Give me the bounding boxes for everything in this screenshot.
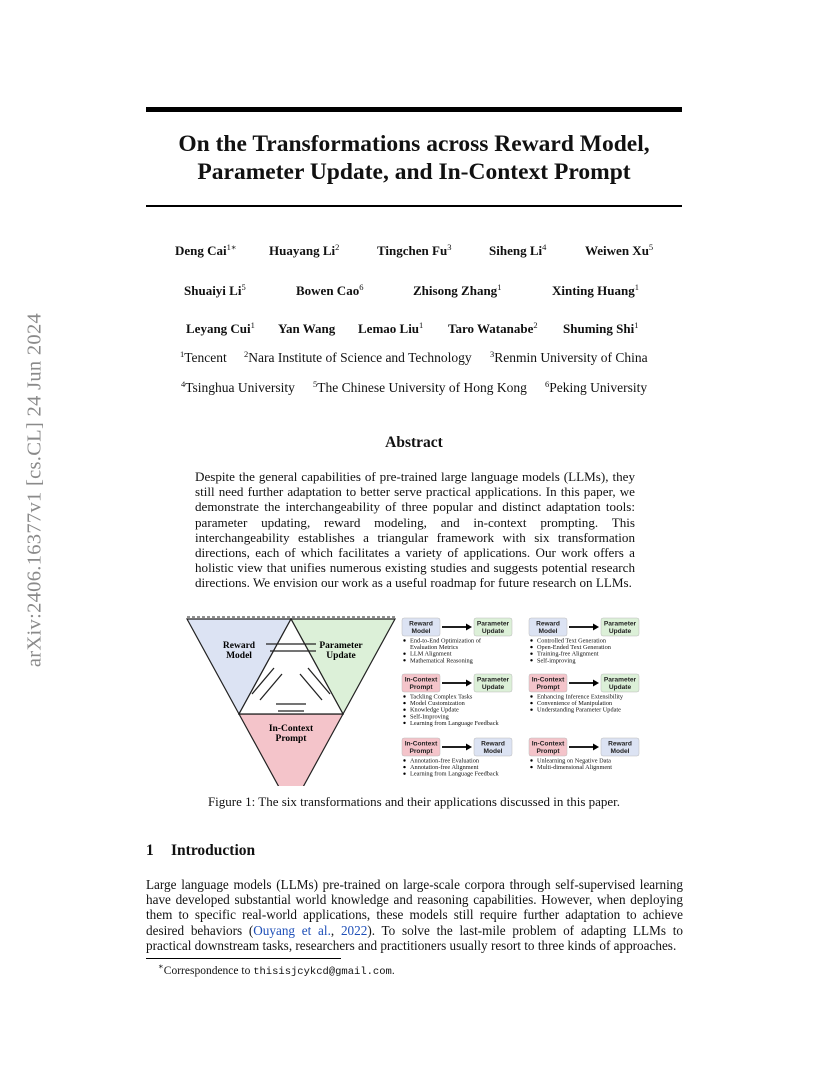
panel-arrowhead xyxy=(466,624,472,631)
panel-box-label: In-Context xyxy=(531,676,565,684)
panel-application-item: Open-Ended Text Generation xyxy=(537,644,611,652)
abstract-heading: Abstract xyxy=(385,434,443,451)
panel-arrowhead xyxy=(593,680,599,687)
panel-application-item: Self-Improving xyxy=(410,713,449,721)
panel-application-item: End-to-End Optimization of xyxy=(410,637,481,645)
tri-label-param: Parameter xyxy=(319,641,363,651)
author: Bowen Cao$^6$ xyxy=(296,282,364,298)
author: Siheng Li$^4$ xyxy=(489,242,547,258)
panel-box-label: Update xyxy=(481,628,505,635)
panel-bullet xyxy=(403,695,405,697)
tri-label-reward: Model xyxy=(226,651,252,661)
panel-box-label: Update xyxy=(481,684,505,691)
panel-box-label: Model xyxy=(411,628,431,635)
panel-box-label: Reward xyxy=(409,620,433,628)
figure-caption: Figure 1: The six transformations and their applications discussed in this paper. xyxy=(207,794,621,809)
panel-box-label: Parameter xyxy=(603,620,637,628)
panel-bullet xyxy=(403,659,405,661)
application-panels xyxy=(402,618,639,778)
panel-arrowhead xyxy=(593,624,599,631)
intro-paragraph: Large language models (LLMs) pre-trained on large-scale corpora through self-supervised learning have developed substantial world knowledge and reasoning capabilities. However, when deploying them to specific real-world applications, these models still require further adaptation to achieve desired behaviors (Ouyang et al., 2022). To solve the last-mile problem of adapting LLMs to practical downstream tasks, researchers and practitioners usually resort to three kinds of approaches. xyxy=(146,877,683,953)
footnote-rule xyxy=(146,958,341,959)
panel-box-label: Model xyxy=(538,628,558,635)
email[interactable]: thisisjcykcd@gmail.com xyxy=(253,966,392,978)
panel-bullet xyxy=(403,773,405,775)
panel-application-item: Model Customization xyxy=(410,700,465,708)
panel-bullet xyxy=(403,715,405,717)
panel-application-item: Mathematical Reasoning xyxy=(410,657,473,665)
tri-label-prompt: Prompt xyxy=(275,734,307,744)
panel-application-item: Annotation-free Evaluation xyxy=(410,757,480,765)
author: Shuaiyi Li$^5$ xyxy=(184,282,246,298)
panel-application-item: Tackling Complex Tasks xyxy=(410,693,473,701)
title-rule-top xyxy=(146,107,682,112)
panel-box-label: Model xyxy=(483,748,503,755)
citation-year-link[interactable]: 2022 xyxy=(340,922,368,938)
panel-arrowhead xyxy=(593,744,599,751)
panel-application-item: Understanding Parameter Update xyxy=(537,706,621,714)
panel-arrowhead xyxy=(466,744,472,751)
panel-application-item: Self-improving xyxy=(537,657,576,665)
affiliation: $^1$Tencent xyxy=(180,349,227,365)
panel-application-item: Learning from Language Feedback xyxy=(410,719,499,727)
panel-box-label: Parameter xyxy=(476,676,510,684)
panel-application-item: Enhancing Inference Extensibility xyxy=(537,693,624,701)
panel-box-label: Model xyxy=(610,748,630,755)
panel-application-item: LLM Alignment xyxy=(410,650,452,658)
panel-bullet xyxy=(530,709,532,711)
panel-box-label: Prompt xyxy=(409,748,433,755)
panel-application-item: Training-free Alignment xyxy=(537,650,599,658)
paper-title: On the Transformations across Reward Model, Parameter Update, and In-Context Prompt xyxy=(178,131,650,185)
author: Huayang Li$^2$ xyxy=(269,242,340,258)
panel-box-label: Reward xyxy=(608,740,632,748)
panel-bullet xyxy=(530,702,532,704)
panel-application-item: Annotation-free Alignment xyxy=(410,764,479,772)
panel-box-label: Prompt xyxy=(409,684,433,691)
affiliation: $^5$The Chinese University of Hong Kong xyxy=(313,379,527,395)
author: Lemao Liu$^1$ xyxy=(358,320,424,336)
footnote: ∗Correspondence to thisisjcykcd@gmail.com. xyxy=(158,961,395,978)
author: Leyang Cui$^1$ xyxy=(186,320,255,336)
panel-box-label: In-Context xyxy=(531,740,565,748)
panel-box-label: Parameter xyxy=(476,620,510,628)
panel-bullet xyxy=(403,722,405,724)
author: Yan Wang xyxy=(278,321,336,336)
tri-label-prompt: In-Context xyxy=(268,724,314,734)
panel-box-label: In-Context xyxy=(404,740,438,748)
author: Deng Cai$^{1∗}$ xyxy=(175,242,237,258)
author: Taro Watanabe$^2$ xyxy=(448,320,538,336)
author: Shuming Shi$^1$ xyxy=(563,320,639,336)
panel-bullet xyxy=(530,759,532,761)
panel-box-label: Parameter xyxy=(603,676,637,684)
arxiv-identifier: arXiv:2406.16377v1 [cs.CL] 24 Jun 2024 xyxy=(23,312,46,668)
panel-bullet xyxy=(530,653,532,655)
abstract-text: Despite the general capabilities of pre-trained large language models (LLMs), they still need further adaptation to better serve practical applications. In this paper, we demonstrate the interchangeability of three popular and distinct adaptation tools: parameter updating, reward modeling, and in-context prompting. This interchangeability establishes a triangular framework with six transformation directions, each of which facilitates a variety of applications. Our work offers a holistic view that unifies numerous existing studies and suggests potential research directions. We envision our work as a useful roadmap for future research on LLMs. xyxy=(195,469,635,591)
panel-bullet xyxy=(403,766,405,768)
panel-bullet xyxy=(530,695,532,697)
panel-bullet xyxy=(530,639,532,641)
panel-bullet xyxy=(403,653,405,655)
panel-application-item: Controlled Text Generation xyxy=(537,637,607,645)
panel-bullet xyxy=(403,759,405,761)
panel-application-item: Learning from Language Feedback xyxy=(410,770,499,778)
panel-bullet xyxy=(530,659,532,661)
panel-application-item: Knowledge Update xyxy=(410,706,459,714)
affiliation: $^4$Tsinghua University xyxy=(181,379,295,395)
panel-bullet xyxy=(403,639,405,641)
panel-box-label: Update xyxy=(608,684,632,691)
panel-application-item: Evaluation Metrics xyxy=(410,644,459,652)
citation-link[interactable]: Ouyang et al. xyxy=(253,922,331,938)
author: Xinting Huang$^1$ xyxy=(552,282,639,298)
panel-box-label: Reward xyxy=(536,620,560,628)
panel-application-item: Convenience of Manipulation xyxy=(537,700,613,708)
author: Weiwen Xu$^5$ xyxy=(585,242,654,258)
panel-box-label: In-Context xyxy=(404,676,438,684)
section-heading: 1 Introduction xyxy=(146,842,256,859)
panel-box-label: Prompt xyxy=(536,748,560,755)
author: Zhisong Zhang$^1$ xyxy=(413,282,502,298)
tri-label-param: Update xyxy=(326,651,356,661)
figure-1 xyxy=(186,614,646,786)
panel-application-item: Multi-dimensional Alignment xyxy=(537,764,613,772)
panel-bullet xyxy=(403,709,405,711)
triangle-diagram xyxy=(187,617,395,786)
panel-application-item: Unlearning on Negative Data xyxy=(537,757,611,765)
tri-label-reward: Reward xyxy=(222,641,256,651)
affiliation: $^6$Peking University xyxy=(545,379,648,395)
affiliation: $^2$Nara Institute of Science and Technology xyxy=(244,349,472,365)
title-rule-bottom xyxy=(146,205,682,207)
panel-bullet xyxy=(530,766,532,768)
panel-arrowhead xyxy=(466,680,472,687)
panel-box-label: Update xyxy=(608,628,632,635)
panel-bullet xyxy=(403,702,405,704)
affiliation: $^3$Renmin University of China xyxy=(490,349,648,365)
panel-box-label: Prompt xyxy=(536,684,560,691)
panel-box-label: Reward xyxy=(481,740,505,748)
panel-bullet xyxy=(530,646,532,648)
author: Tingchen Fu$^3$ xyxy=(377,242,452,258)
